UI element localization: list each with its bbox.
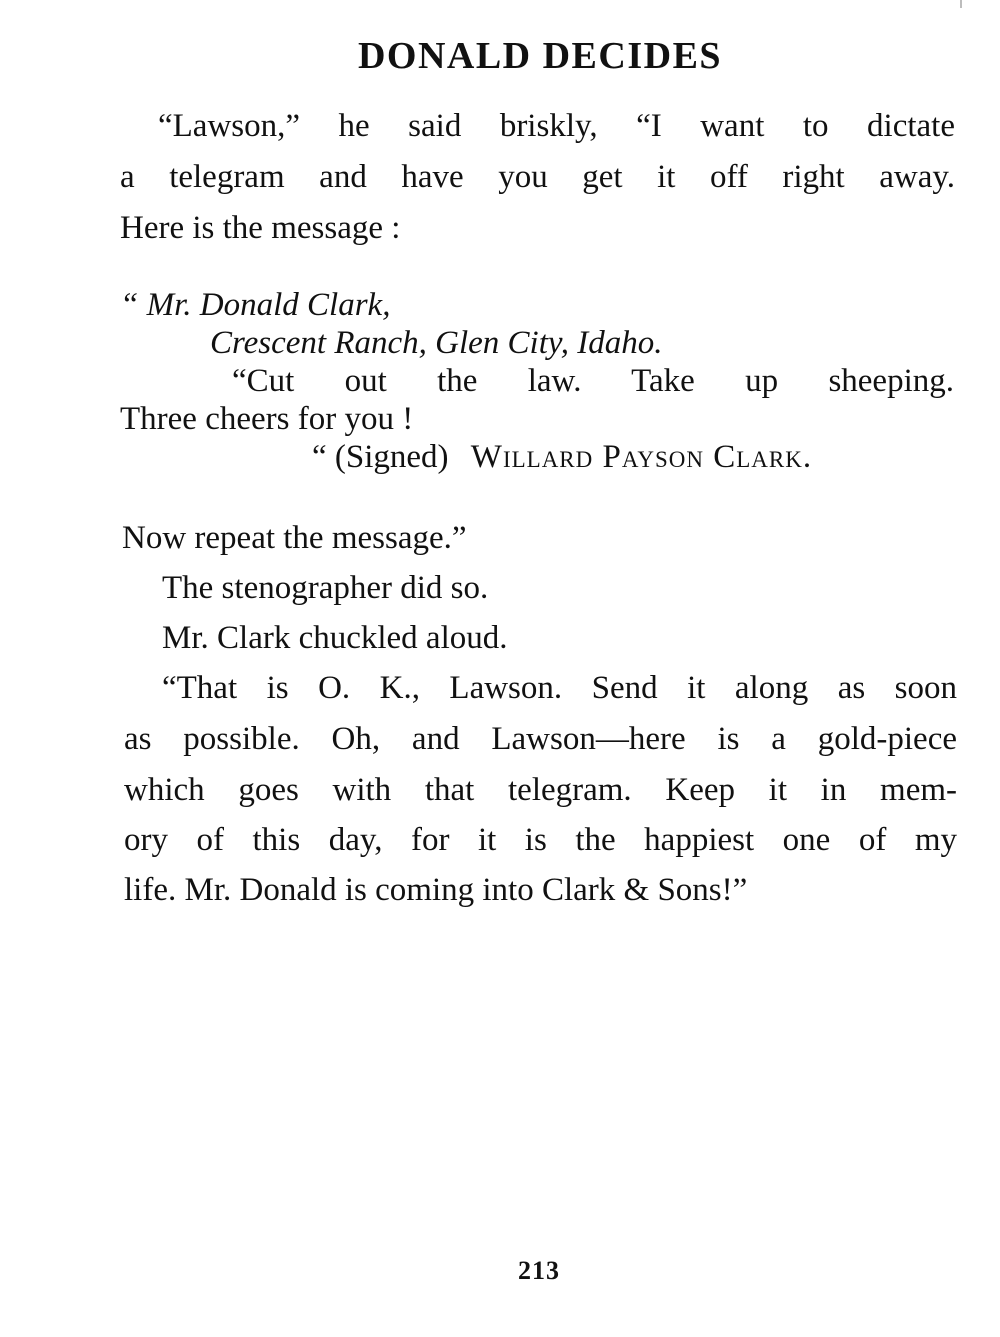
- telegram-signed-label: “ (Signed): [312, 439, 449, 475]
- telegram-message-line: Three cheers for you !: [120, 401, 414, 437]
- text-line: ory of this day, for it is the happiest one of my: [124, 822, 957, 858]
- text-line: “Lawson,” he said briskly, “I want to dictate: [158, 108, 955, 144]
- text-line: “That is O. K., Lawson. Send it along as soon: [162, 670, 957, 706]
- text-line: as possible. Oh, and Lawson—here is a gold-piece: [124, 721, 957, 757]
- telegram-signer-name: Willard Payson Clark.: [470, 439, 813, 475]
- telegram-message-line: “Cut out the law. Take up sheeping.: [232, 363, 954, 399]
- text-line: Now repeat the message.”: [122, 520, 467, 556]
- telegram-signature: [312, 437, 812, 477]
- text-line: Here is the message :: [120, 210, 401, 246]
- running-title: DONALD DECIDES: [357, 35, 723, 77]
- page-number: 213: [518, 1256, 560, 1285]
- text-line: The stenographer did so.: [162, 570, 489, 606]
- telegram-recipient-name: “ Mr. Donald Clark,: [120, 287, 391, 323]
- text-line: life. Mr. Donald is coming into Clark & Sons!”: [124, 872, 748, 908]
- text-line: Mr. Clark chuckled aloud.: [162, 620, 508, 656]
- scan-edge-mark: [960, 0, 962, 8]
- telegram-recipient-address: Crescent Ranch, Glen City, Idaho.: [210, 325, 663, 361]
- text-line: which goes with that telegram. Keep it in mem-: [124, 772, 957, 808]
- text-line: a telegram and have you get it off right away.: [120, 159, 955, 195]
